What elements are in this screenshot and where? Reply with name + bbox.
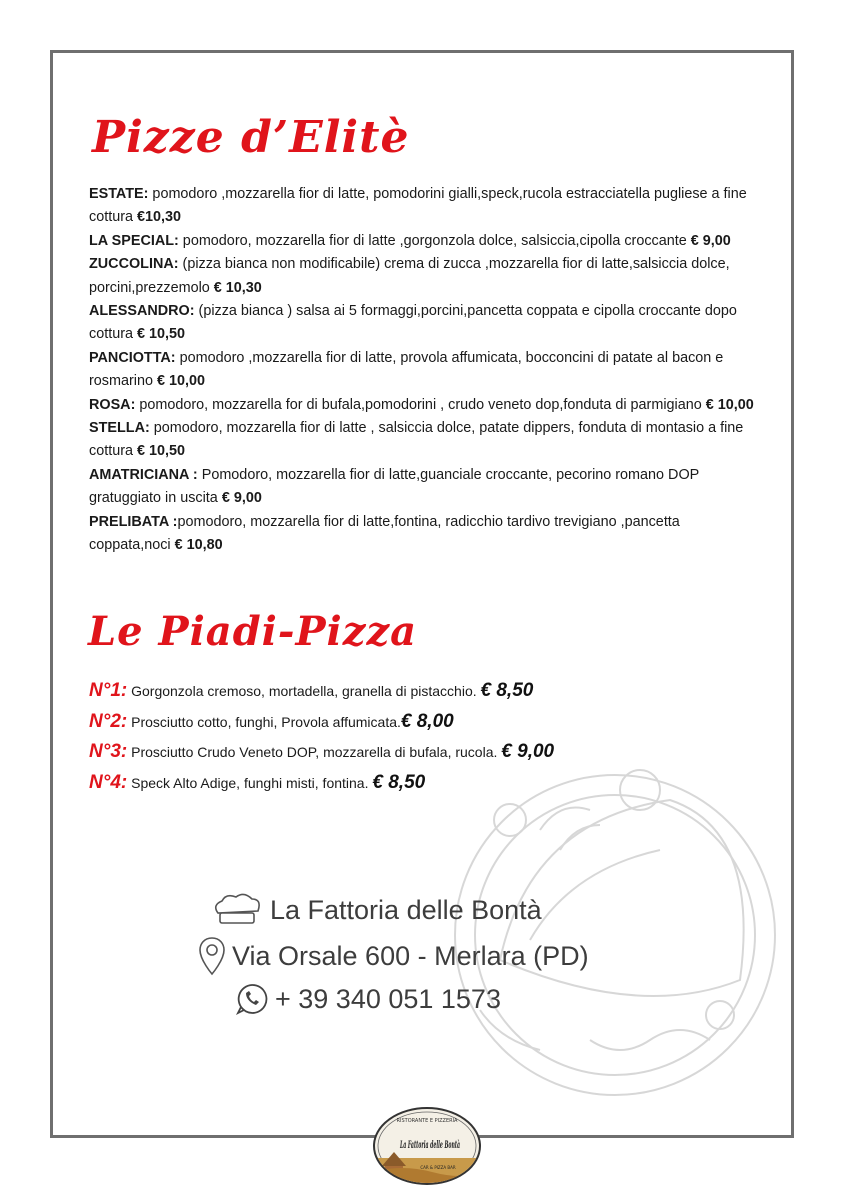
item-name: PANCIOTTA: <box>89 349 176 366</box>
item-name: PRELIBATA : <box>89 513 178 530</box>
chef-hat-icon <box>210 893 264 927</box>
menu-item <box>89 394 761 417</box>
item-price: € 10,30 <box>213 279 262 296</box>
piadi-desc: Prosciutto cotto, funghi, Provola affumicata. <box>127 713 401 730</box>
item-price: € 10,80 <box>174 537 223 554</box>
item-name: ALESSANDRO: <box>89 303 195 320</box>
item-name: ROSA: <box>89 396 136 413</box>
restaurant-name: La Fattoria delle Bontà <box>270 894 542 925</box>
piadi-price: € 8,50 <box>372 771 426 793</box>
item-name: AMATRICIANA : <box>89 466 198 483</box>
item-desc: Pomodoro, mozzarella fior di latte,guanciale croccante, pecorino romano DOP gratuggiato in uscita <box>89 466 699 507</box>
piadi-desc: Speck Alto Adige, funghi misti, fontina. <box>127 774 373 791</box>
item-desc: (pizza bianca ) salsa ai 5 formaggi,porcini,pancetta coppata e cipolla croccante dopo cottura <box>89 303 737 343</box>
item-price: € 9,00 <box>221 490 262 507</box>
menu-item <box>89 183 761 230</box>
logo-bottom-text: CAR & PIZZA BAR <box>420 1165 456 1170</box>
piadi-price: € 8,50 <box>480 680 534 701</box>
item-price: €10,30 <box>137 209 182 226</box>
piadi-menu-list <box>89 680 729 802</box>
item-name: ZUCCOLINA: <box>89 256 179 273</box>
restaurant-logo <box>372 1106 482 1186</box>
item-desc: pomodoro, mozzarella fior di latte,fontina, radicchio tardivo trevigiano ,pancetta coppata,noci <box>89 513 680 554</box>
item-price: € 10,00 <box>156 373 205 390</box>
piadi-desc: Gorgonzola cremoso, mortadella, granella di pistacchio. <box>127 683 481 699</box>
item-desc: pomodoro, mozzarella for di bufala,pomodorini , crudo veneto dop,fonduta di parmigiano <box>135 396 706 413</box>
contact-phone <box>235 982 501 1016</box>
piadi-item <box>89 772 729 803</box>
menu-item <box>89 230 761 253</box>
item-name: ESTATE: <box>89 186 149 202</box>
piadi-number: N°1: <box>89 680 128 701</box>
item-desc: pomodoro ,mozzarella fior di latte, provola affumicata, bocconcini di patate al bacon e rosmarino <box>89 349 724 390</box>
piadi-number: N°3: <box>89 741 128 762</box>
item-name: LA SPECIAL: <box>89 232 179 249</box>
contact-restaurant-name <box>210 893 542 927</box>
contact-address <box>198 936 589 976</box>
piadi-item <box>89 711 729 742</box>
menu-item <box>89 511 761 558</box>
menu-item <box>89 417 761 464</box>
piadi-price: € 9,00 <box>501 741 555 762</box>
logo-top-text: RISTORANTE E PIZZERIA <box>396 1118 458 1124</box>
menu-item <box>89 464 761 511</box>
piadi-item <box>89 741 729 772</box>
location-pin-icon <box>198 936 226 976</box>
logo-script-text: La Fattoria delle Bontà <box>399 1140 460 1151</box>
item-price: € 10,50 <box>137 326 186 343</box>
piadi-item <box>89 680 729 711</box>
item-price: € 10,00 <box>705 396 754 413</box>
menu-item <box>89 300 761 347</box>
item-desc: pomodoro, mozzarella fior di latte , salsiccia dolce, patate dippers, fonduta di montasio a fine cottura <box>89 420 744 460</box>
piadi-price: € 8,00 <box>400 710 454 732</box>
item-price: € 9,00 <box>690 232 731 249</box>
elite-menu-list <box>89 183 761 558</box>
piadi-number: N°4: <box>89 771 128 793</box>
piadi-number: N°2: <box>89 710 128 732</box>
address-text: Via Orsale 600 - Merlara (PD) <box>232 940 589 971</box>
phone-number: + 39 340 051 1573 <box>275 983 501 1014</box>
piadi-pizza-heading: Le Piadi-Pizza <box>88 608 418 655</box>
item-desc: pomodoro, mozzarella fior di latte ,gorgonzola dolce, salsiccia,cipolla croccante <box>178 232 691 249</box>
item-desc: pomodoro ,mozzarella fior di latte, pomodorini gialli,speck,rucola estracciatella pugliese a fine cottura <box>89 186 747 226</box>
item-desc: (pizza bianca non modificabile) crema di zucca ,mozzarella fior di latte,salsiccia dolce, porcini,prezzemolo <box>89 256 730 296</box>
item-price: € 10,50 <box>137 443 186 460</box>
pizze-elite-heading: Pizze d’Elitè <box>92 112 410 163</box>
piadi-desc: Prosciutto Crudo Veneto DOP, mozzarella di bufala, rucola. <box>127 744 502 760</box>
menu-item <box>89 347 761 394</box>
item-name: STELLA: <box>89 420 150 437</box>
whatsapp-icon <box>235 982 269 1016</box>
menu-item <box>89 253 761 300</box>
